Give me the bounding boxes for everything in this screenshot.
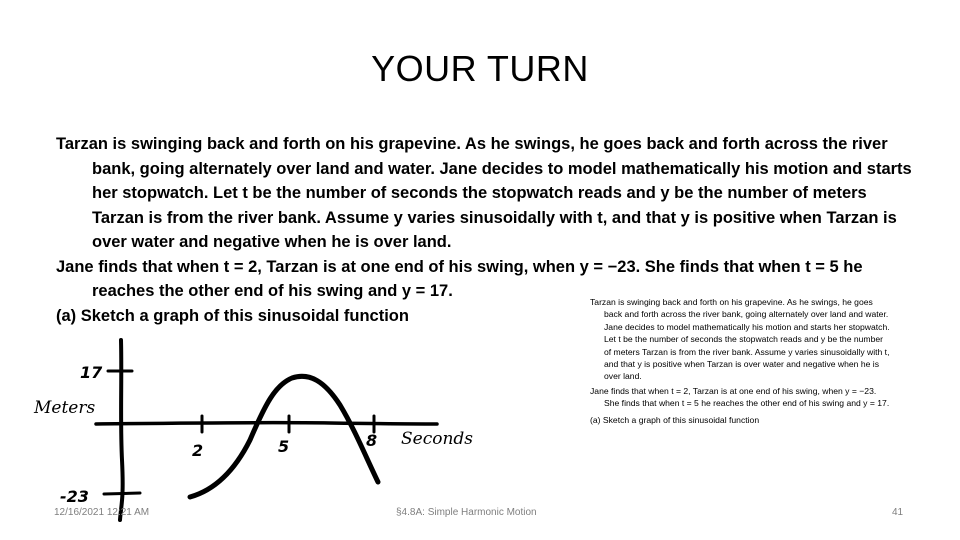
- slide-title-text: YOUR TURN: [371, 48, 589, 89]
- graph-x-axis: [96, 423, 437, 424]
- y-tick-bottom: [104, 493, 140, 494]
- y-tick-label-neg23: -23: [60, 487, 89, 506]
- y-tick-label-17: 17: [80, 363, 103, 382]
- problem-paragraph-1: Tarzan is swinging back and forth on his grapevine. As he swings, he goes back and forth across the river bank, going alternately over land and water. Jane decides to model mathematically his motion and starts her stopwatch. Let t be the number of seconds the stopwatch reads and y be the number of meters Tarzan is from the river bank. Assume y varies sinusoidally with t, and that y is positive when Tarzan is over water and negative when he is over land.: [56, 135, 912, 251]
- x-tick-label-8: 8: [366, 431, 378, 450]
- x-tick-label-2: 2: [192, 441, 204, 460]
- thumbnail-paragraph-2: Jane finds that when t = 2, Tarzan is at one end of his swing, when y = −23. She finds that when t = 5 he reaches the other end of his swing and y = 17.: [590, 385, 890, 409]
- footer-date: 12/16/2021 12:21 AM: [54, 507, 150, 518]
- problem-paragraph-2: Jane finds that when t = 2, Tarzan is at one end of his swing, when y = −23. She finds that when t = 5 he reaches the other end of his swing and y = 17.: [56, 257, 863, 300]
- thumbnail-paragraph-1: Tarzan is swinging back and forth on his grapevine. As he swings, he goes back and forth across the river bank, going alternately over land and water. Jane decides to model mathematically his motion and starts her stopwatch. Let t be the number of seconds the stopwatch reads and y be the number of meters Tarzan is from the river bank. Assume y varies sinusoidally with t, and that y is positive when Tarzan is over water and negative when he is over land.: [590, 297, 890, 382]
- x-tick-label-5: 5: [278, 437, 290, 456]
- problem-part-a: (a) Sketch a graph of this sinusoidal function: [56, 306, 409, 325]
- x-axis-label: Seconds: [401, 429, 474, 449]
- thumbnail-part-a: (a) Sketch a graph of this sinusoidal function: [590, 414, 760, 425]
- footer-section: §4.8A: Simple Harmonic Motion: [396, 507, 537, 518]
- y-axis-label: Meters: [34, 398, 96, 418]
- footer-page-number: 41: [892, 507, 904, 518]
